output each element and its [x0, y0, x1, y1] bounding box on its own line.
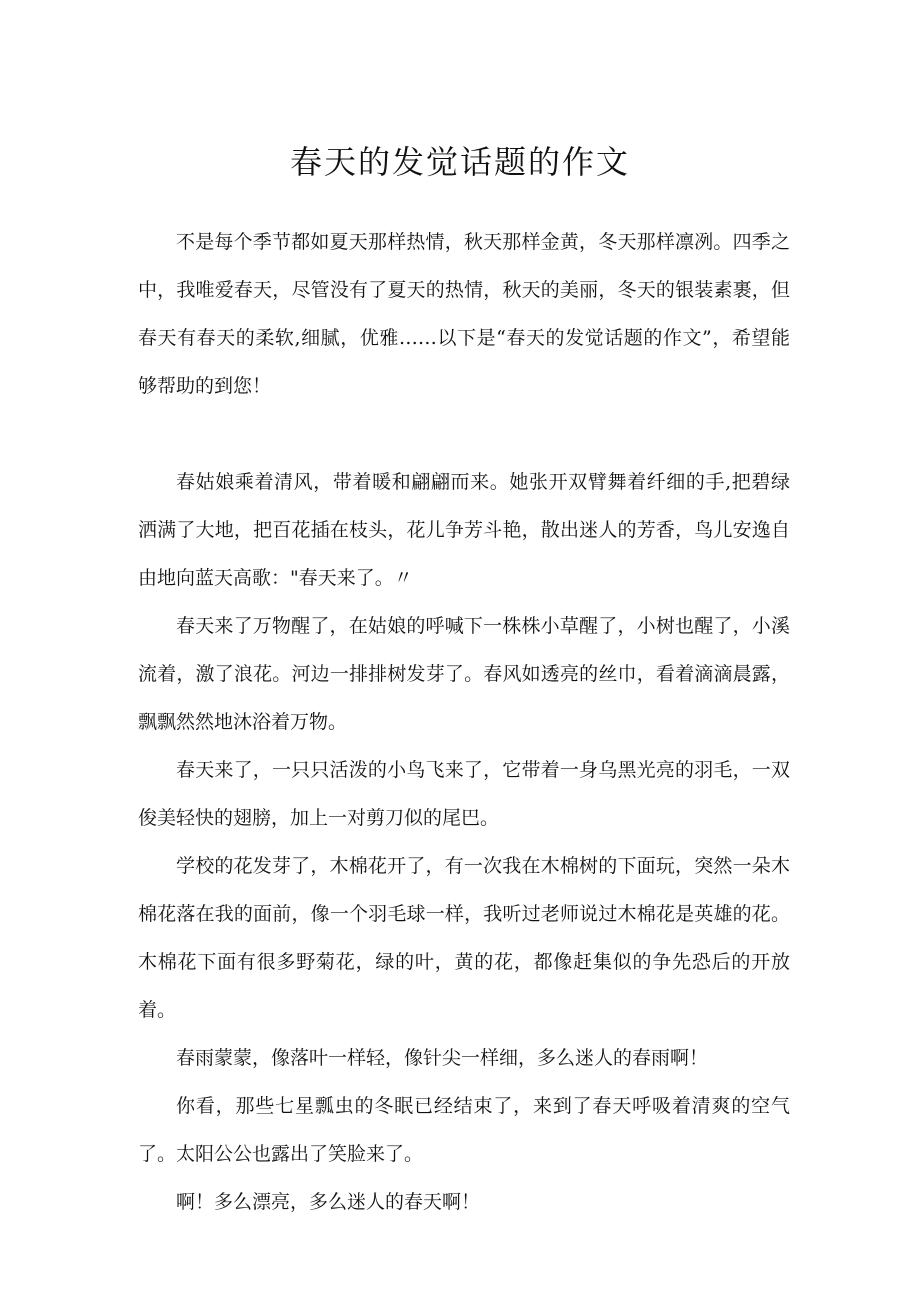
paragraph-4: 学校的花发芽了，木棉花开了，有一次我在木棉树的下面玩，突然一朵木棉花落在我的面前，像一个羽毛球一样，我听过老师说过木棉花是英雄的花。木棉花下面有很多野菊花，绿的叶，黄的花，都像赶集似的争先恐后的开放着。: [138, 855, 790, 1021]
paragraph-1: 春姑娘乘着清风，带着暖和翩翩而来。她张开双臂舞着纤细的手,把碧绿洒满了大地，把百花插在枝头，花儿争芳斗艳，散出迷人的芳香，鸟儿安逸自由地向蓝天高歌："春天来了。〃: [138, 471, 790, 589]
paragraph-7: 啊！多么漂亮，多么迷人的春天啊！: [176, 1191, 481, 1213]
paragraph-intro: 不是每个季节都如夏天那样热情，秋天那样金黄，冬天那样凛冽。四季之中，我唯爱春天，尽管没有了夏天的热情，秋天的美丽，冬天的银装素裹，但春天有春天的柔软,细腻，优雅……以下是“春天的发觉话题的作文”，希望能够帮助的到您！: [138, 231, 790, 397]
paragraph-2: 春天来了万物醒了，在姑娘的呼喊下一株株小草醒了，小树也醒了，小溪流着，激了浪花。河边一排排树发芽了。春风如透亮的丝巾，看着滴滴晨露，飘飘然然地沐浴着万物。: [138, 615, 790, 733]
paragraph-5: 春雨蒙蒙，像落叶一样轻，像针尖一样细，多么迷人的春雨啊！: [176, 1047, 709, 1069]
paragraph-3: 春天来了，一只只活泼的小鸟飞来了，它带着一身乌黑光亮的羽毛，一双俊美轻快的翅膀，加上一对剪刀似的尾巴。: [138, 759, 790, 829]
document-body: [138, 218, 790, 1226]
document-title: 春天的发觉话题的作文: [289, 143, 630, 181]
paragraph-6: 你看，那些七星瓢虫的冬眠已经结束了，来到了春天呼吸着清爽的空气了。太阳公公也露出了笑脸来了。: [138, 1095, 790, 1165]
